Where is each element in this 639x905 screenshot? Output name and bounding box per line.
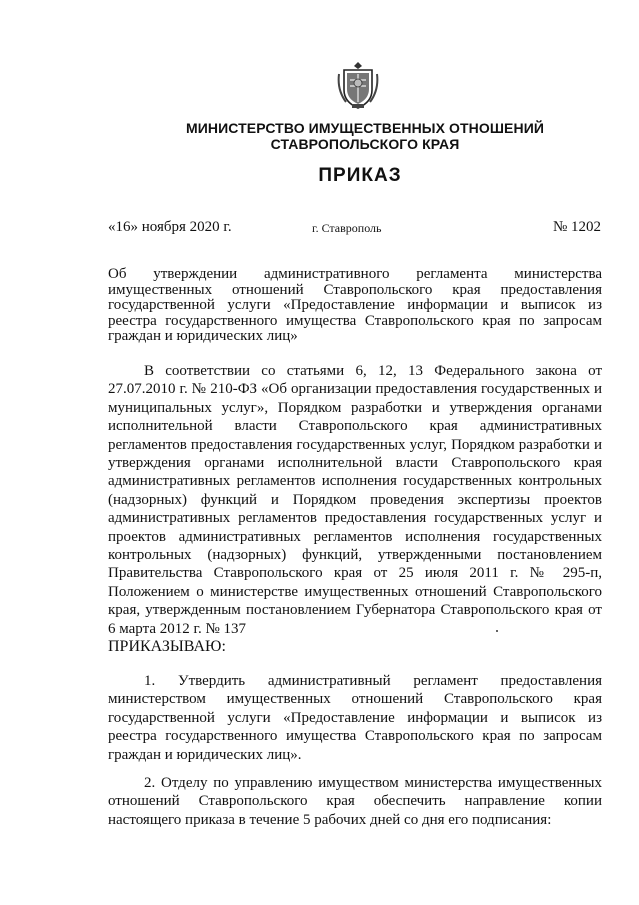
- order-directive: ПРИКАЗЫВАЮ:: [108, 638, 226, 655]
- order-item-1: 1. Утвердить административный регламент предоставления министерством имущественных отношений Ставропольского края государственной услуги «Предоставление информации и выписок из реестра государственного имущества Ставропольского края по запросам граждан и юридических лиц».: [108, 673, 602, 763]
- order-subject: Об утверждении административного регламента министерства имущественных отношений Ставропольского края предоставления государственной услуги «Предоставление информации и выписок из реестра государственного имущества Ставропольского края по запросам граждан и юридических лиц»: [108, 266, 602, 344]
- document-title: ПРИКАЗ: [318, 165, 402, 186]
- order-item-2: 2. Отделу по управлению имуществом министерства имущественных отношений Ставропольского края обеспечить направление копии настоящего приказа в течение 5 рабочих дней со дня его подписания:: [108, 775, 602, 828]
- ministry-name: [170, 120, 560, 152]
- ministry-line-2: СТАВРОПОЛЬСКОГО КРАЯ: [270, 136, 460, 152]
- preamble-paragraph: В соответствии со статьями 6, 12, 13 Федерального закона от 27.07.2010 г. № 210-ФЗ «Об организации предоставления государственных и муниципальных услуг», Порядком разработки и утверждения органами исполнительной власти Ставропольского края административных регламентов предоставления государственных услуг, Порядком разработки и утверждения органами исполнительной власти Ставропольского края административных регламентов исполнения государственных контрольных (надзорных) функций и Порядком проведения экспертизы проектов административных регламентов предоставления государственных услуг и проектов административных регламентов исполнения государственных контрольных (надзорных) функций, утвержденными постановлением Правительства Ставропольского края от 25 июля 2011 г. № 295-п, Положением о министерстве имущественных отношений Ставропольского края, утвержденным постановлением Губернатора Ставропольского края от 6 марта 2012 г. № 137: [108, 363, 602, 637]
- scan-speck: [496, 630, 498, 632]
- order-number: № 1202: [552, 219, 601, 235]
- order-city: г. Ставрополь: [312, 221, 382, 235]
- ministry-line-1: МИНИСТЕРСТВО ИМУЩЕСТВЕННЫХ ОТНОШЕНИЙ: [185, 120, 545, 136]
- order-date: «16» ноября 2020 г.: [108, 219, 232, 235]
- coat-of-arms-icon: [336, 60, 380, 110]
